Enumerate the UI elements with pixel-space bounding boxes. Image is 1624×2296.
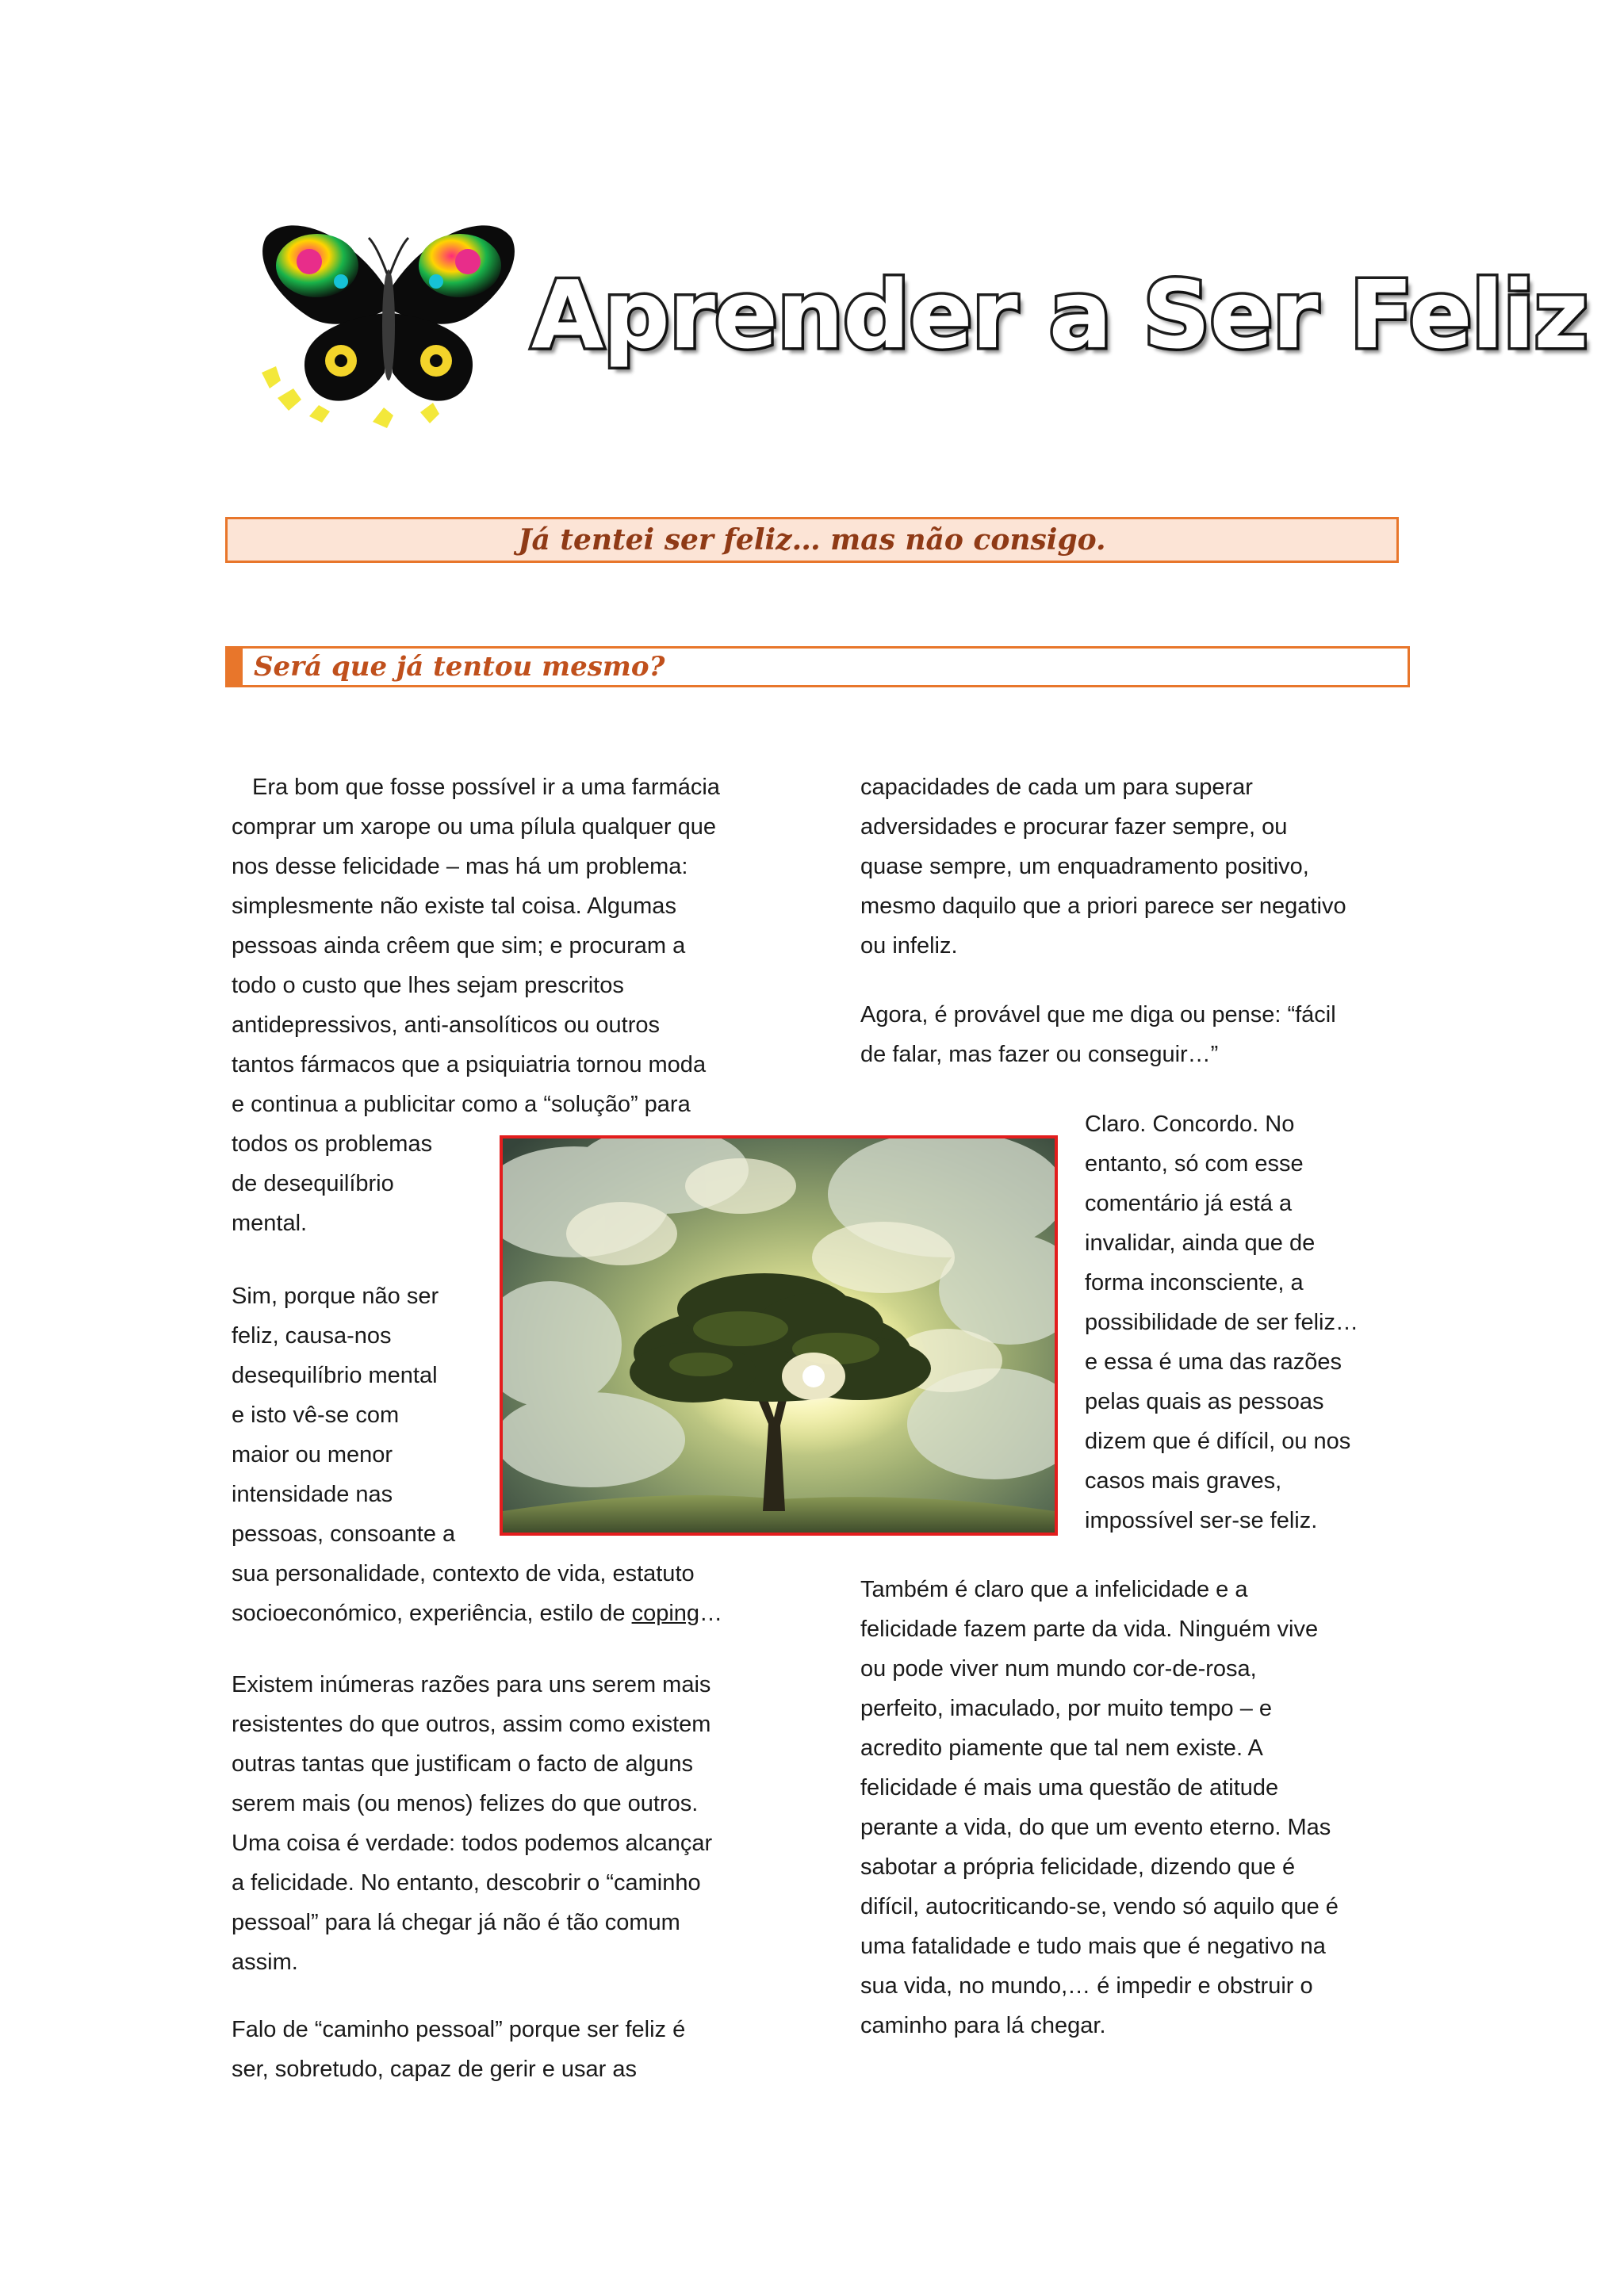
paragraph-line: sua vida, no mundo,… é impedir e obstruir o: [860, 1973, 1313, 1999]
paragraph-line: Agora, é provável que me diga ou pense: “fácil: [860, 1002, 1336, 1027]
paragraph-line: Era bom que fosse possível ir a uma farmácia: [252, 775, 720, 800]
paragraph-line: tantos fármacos que a psiquiatria tornou moda: [232, 1052, 707, 1077]
brand-title: Aprender a Ser Feliz: [531, 260, 1588, 369]
paragraph-line: perfeito, imaculado, por muito tempo – e: [860, 1696, 1273, 1721]
paragraph-line: acredito piamente que tal nem existe. A: [860, 1735, 1263, 1761]
paragraph-line: dizem que é difícil, ou nos: [1085, 1429, 1351, 1454]
paragraph-line: comentário já está a: [1085, 1191, 1293, 1216]
paragraph-line: todos os problemas: [232, 1131, 433, 1157]
butterfly-icon: [254, 214, 523, 440]
paragraph-line: sabotar a própria felicidade, dizendo que é: [860, 1854, 1296, 1880]
section-heading-box: [225, 646, 1410, 687]
paragraph-line: casos mais graves,: [1085, 1468, 1282, 1494]
paragraph-line: mesmo daquilo que a priori parece ser negativo: [860, 894, 1346, 919]
paragraph-line: impossível ser-se feliz.: [1085, 1508, 1318, 1533]
paragraph-line: todo o custo que lhes sejam prescritos: [232, 973, 624, 998]
paragraph-line: de falar, mas fazer ou conseguir…”: [860, 1042, 1219, 1067]
paragraph-line: Falo de “caminho pessoal” porque ser feliz é: [232, 2017, 686, 2042]
paragraph-text: socioeconómico, experiência, estilo de: [232, 1601, 632, 1626]
paragraph-line: nos desse felicidade – mas há um problema:: [232, 854, 688, 879]
paragraph-line: a felicidade. No entanto, descobrir o “caminho: [232, 1870, 701, 1896]
paragraph-line: feliz, causa-nos: [232, 1323, 392, 1349]
paragraph-line: e continua a publicitar como a “solução” para: [232, 1092, 691, 1117]
paragraph-line: invalidar, ainda que de: [1085, 1230, 1316, 1256]
paragraph-line: ou infeliz.: [860, 933, 958, 959]
paragraph-line: [232, 1594, 722, 1633]
paragraph-line: e essa é uma das razões: [1085, 1349, 1342, 1375]
paragraph-line: pelas quais as pessoas: [1085, 1389, 1324, 1414]
paragraph-line: possibilidade de ser feliz…: [1085, 1310, 1358, 1335]
tree-in-clouds-image: [500, 1135, 1058, 1536]
paragraph-line: simplesmente não existe tal coisa. Algumas: [232, 894, 676, 919]
paragraph-line: desequilíbrio mental: [232, 1363, 438, 1388]
paragraph-line: entanto, só com esse: [1085, 1151, 1304, 1177]
paragraph-line: difícil, autocriticando-se, vendo só aquilo que é: [860, 1894, 1339, 1919]
paragraph-line: comprar um xarope ou uma pílula qualquer que: [232, 814, 716, 840]
paragraph-line: intensidade nas: [232, 1482, 393, 1507]
paragraph-line: Existem inúmeras razões para uns serem mais: [232, 1672, 711, 1697]
paragraph-line: uma fatalidade e tudo mais que é negativo na: [860, 1934, 1326, 1959]
paragraph-line: antidepressivos, anti-ansolíticos ou outros: [232, 1012, 661, 1038]
paragraph-line: outras tantas que justificam o facto de alguns: [232, 1751, 693, 1777]
paragraph-line: ou pode viver num mundo cor-de-rosa,: [860, 1656, 1257, 1682]
paragraph-line: resistentes do que outros, assim como existem: [232, 1712, 711, 1737]
paragraph-line: caminho para lá chegar.: [860, 2013, 1106, 2038]
paragraph-line: pessoas, consoante a: [232, 1521, 456, 1547]
paragraph-line: forma inconsciente, a: [1085, 1270, 1304, 1295]
paragraph-line: felicidade é mais uma questão de atitude: [860, 1775, 1279, 1800]
paragraph-line: sua personalidade, contexto de vida, estatuto: [232, 1561, 695, 1586]
paragraph-line: adversidades e procurar fazer sempre, ou: [860, 814, 1288, 840]
paragraph-line: Claro. Concordo. No: [1085, 1112, 1295, 1137]
paragraph-line: de desequilíbrio: [232, 1171, 394, 1196]
paragraph-line: felicidade fazem parte da vida. Ninguém vive: [860, 1617, 1319, 1642]
paragraph-line: Sim, porque não ser: [232, 1284, 439, 1309]
paragraph-line: e isto vê-se com: [232, 1402, 400, 1428]
section-heading: Será que já tentou mesmo?: [254, 651, 665, 683]
paragraph-line: perante a vida, do que um evento eterno. Mas: [860, 1815, 1331, 1840]
paragraph-line: pessoas ainda crêem que sim; e procuram a: [232, 933, 686, 959]
coping-term: coping: [631, 1601, 700, 1626]
paragraph-line: capacidades de cada um para superar: [860, 775, 1253, 800]
paragraph-line: quase sempre, um enquadramento positivo,: [860, 854, 1309, 879]
paragraph-line: maior ou menor: [232, 1442, 393, 1468]
paragraph-line: pessoal” para lá chegar já não é tão comum: [232, 1910, 680, 1935]
paragraph-line: ser, sobretudo, capaz de gerir e usar as: [232, 2057, 638, 2082]
paragraph-line: Também é claro que a infelicidade e a: [860, 1577, 1248, 1602]
paragraph-line: mental.: [232, 1211, 308, 1236]
article-title: Já tentei ser feliz… mas não consigo.: [518, 523, 1106, 557]
article-title-box: [225, 517, 1399, 563]
paragraph-line: serem mais (ou menos) felizes do que outros.: [232, 1791, 699, 1816]
ellipsis: …: [699, 1601, 723, 1626]
paragraph-line: Uma coisa é verdade: todos podemos alcançar: [232, 1831, 713, 1856]
paragraph-line: assim.: [232, 1950, 298, 1975]
